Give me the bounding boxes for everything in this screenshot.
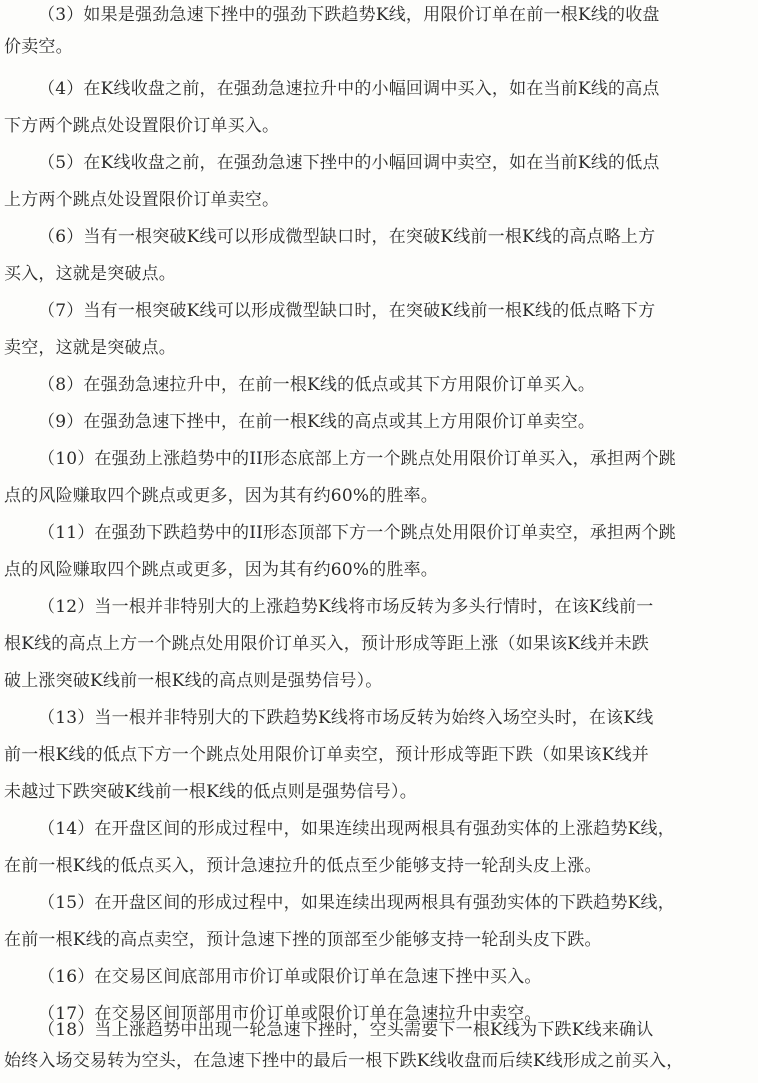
paragraph-line: 上方两个跳点处设置限价订单卖空。: [4, 190, 280, 210]
paragraph-line: 未越过下跌突破K线前一根K线的低点则是强势信号）。: [4, 782, 417, 802]
paragraph-line: （13）当一根并非特别大的下跌趋势K线将市场反转为始终入场空头时，在该K线: [38, 708, 654, 728]
paragraph-line: 卖空，这就是突破点。: [4, 338, 176, 358]
paragraph-line: 点的风险赚取四个跳点或更多，因为其有约60%的胜率。: [4, 560, 438, 580]
paragraph-line: 破上涨突破K线前一根K线的高点则是强势信号）。: [4, 671, 383, 691]
paragraph-line: （15）在开盘区间的形成过程中，如果连续出现两根具有强劲实体的下跌趋势K线，: [38, 893, 675, 913]
paragraph-line: （12）当一根并非特别大的上涨趋势K线将市场反转为多头行情时，在该K线前一: [38, 597, 654, 617]
paragraph-line: 买入，这就是突破点。: [4, 264, 176, 284]
paragraph-line: 根K线的高点上方一个跳点处用限价订单买入，预计形成等距上涨（如果该K线并未跌: [4, 634, 649, 654]
paragraph-line: （8）在强劲急速拉升中，在前一根K线的低点或其下方用限价订单买入。: [38, 375, 596, 395]
paragraph-line: 下方两个跳点处设置限价订单买入。: [4, 116, 280, 136]
paragraph-line: （5）在K线收盘之前，在强劲急速下挫中的小幅回调中卖空，如在当前K线的低点: [38, 153, 660, 173]
paragraph-line: （10）在强劲上涨趋势中的II形态底部上方一个跳点处用限价订单买入，承担两个跳: [38, 449, 676, 469]
paragraph-line: （3）如果是强劲急速下挫中的强劲下跌趋势K线，用限价订单在前一根K线的收盘: [38, 5, 660, 25]
paragraph-line: （16）在交易区间底部用市价订单或限价订单在急速下挫中买入。: [38, 967, 542, 987]
paragraph-line: 在前一根K线的低点买入，预计急速拉升的低点至少能够支持一轮刮头皮上涨。: [4, 856, 602, 876]
paragraph-line: （18）当上涨趋势中出现一轮急速下挫时，空头需要下一根K线为下跌K线来确认: [38, 1020, 654, 1040]
paragraph-line: （14）在开盘区间的形成过程中，如果连续出现两根具有强劲实体的上涨趋势K线，: [38, 819, 675, 839]
paragraph-line: （17）在交易区间顶部用市价订单或限价订单在急速拉升中卖空。: [38, 1004, 542, 1024]
paragraph-line: 点的风险赚取四个跳点或更多，因为其有约60%的胜率。: [4, 486, 438, 506]
paragraph-line: （6）当有一根突破K线可以形成微型缺口时，在突破K线前一根K线的高点略上方: [38, 227, 656, 247]
paragraph-line: 在前一根K线的高点卖空，预计急速下挫的顶部至少能够支持一轮刮头皮下跌。: [4, 930, 602, 950]
paragraph-line: （9）在强劲急速下挫中，在前一根K线的高点或其上方用限价订单卖空。: [38, 412, 596, 432]
paragraph-line: 价卖空。: [4, 37, 73, 57]
paragraph-line: （11）在强劲下跌趋势中的II形态顶部下方一个跳点处用限价订单卖空，承担两个跳: [38, 523, 676, 543]
paragraph-line: （7）当有一根突破K线可以形成微型缺口时，在突破K线前一根K线的低点略下方: [38, 301, 656, 321]
paragraph-line: 始终入场交易转为空头，在急速下挫中的最后一根下跌K线收盘而后续K线形成之前买入，: [4, 1051, 684, 1071]
paragraph-line: 前一根K线的低点下方一个跳点处用限价订单卖空，预计形成等距下跌（如果该K线并: [4, 745, 649, 765]
paragraph-line: （4）在K线收盘之前，在强劲急速拉升中的小幅回调中买入，如在当前K线的高点: [38, 79, 660, 99]
